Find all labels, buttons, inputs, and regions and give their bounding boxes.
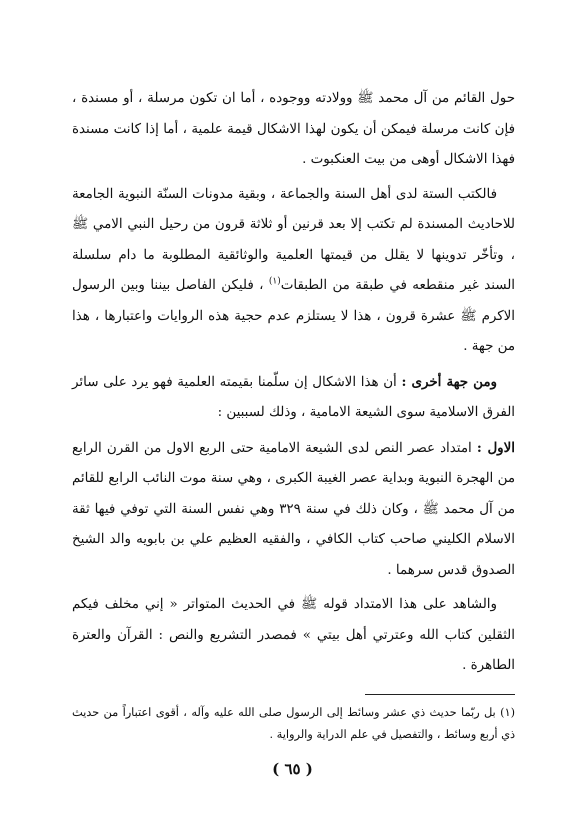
page-number: ( ٦٥ ) (272, 760, 313, 778)
paragraph-5: والشاهد على هذا الامتداد قوله ﷺ في الحديث المتواتر « إني مخلف فيكم الثقلين كتاب الله وعترتي أهل بيتي » فمصدر التشريع والنص : القرآن والعترة الطاهرة . (72, 597, 515, 673)
paragraph-4-text: امتداد عصر النص لدى الشيعة الامامية حتى الربع الاول من القرن الرابع من الهجرة النبوية وبداية عصر الغيبة الكبرى ، وهي سنة موت النائب الرابع للقائم من آل محمد ﷺ ، وكان ذلك في سنة ٣٢٩ وهي نفس السنة التي توفي فيها ثقة الاسلام الكليني صاحب كتاب الكافي ، والفقيه العظيم علي بن بابويه والد الشيخ الصدوق قدس سرهما . (72, 440, 516, 578)
paragraph-3-text: أن هذا الاشكال إن سلّمنا بقيمته العلمية فهو يرد على سائر الفرق الاسلامية سوى الشيعة الامامية ، وذلك لسببين : (72, 374, 515, 420)
paragraph-2-text: فالكتب الستة لدى أهل السنة والجماعة ، وبقية مدونات السنّة النبوية الجامعة للاحاديث المسندة لم تكتب إلا بعد قرنين أو ثلاثة قرون من رحيل النبي الامي ﷺ ، وتأخّر تدوينها لا يقلل من قيمتها العلمية والوثائقية المطلوبة ما دام سلسلة السند غير منقطعه في طبقة من الطبقات (72, 186, 516, 293)
paragraph-1: حول القائم من آل محمد ﷺ وولادته ووجوده ، أما ان تكون مرسلة ، أو مسندة ، فإن كانت مرسلة فيمكن أن يكون لهذا الاشكال قيمة علمية ، أما إذا كانت مسندة فهذا الاشكال أوهى من بيت العنكبوت . (72, 91, 515, 167)
footnotes (72, 702, 515, 746)
paragraph-4-lead: الاول : (476, 439, 515, 456)
main-text (72, 84, 515, 686)
paragraph-2 (72, 180, 515, 363)
paragraph-3 (72, 367, 515, 429)
footnote-divider (365, 694, 515, 695)
paragraph-4 (72, 433, 515, 587)
paragraph-3-lead: ومن جهة أخرى : (401, 373, 497, 390)
paragraph-2-tail: ، فليكن الفاصل بيننا وبين الرسول الاكرم ﷺ عشرة قرون ، هذا لا يستلزم عدم حجية هذه الروايات واعتبارها ، هذا من جهة . (72, 278, 515, 354)
footnote-marker[interactable]: (١) (268, 276, 281, 287)
footnote-1: (١) بل ربّما حديث ذي عشر وسائط إلى الرسول صلى الله عليه وآله ، أقوى اعتباراً من حديث ذي أربع وسائط ، والتفصيل في علم الدراية والرواية . (72, 706, 515, 741)
